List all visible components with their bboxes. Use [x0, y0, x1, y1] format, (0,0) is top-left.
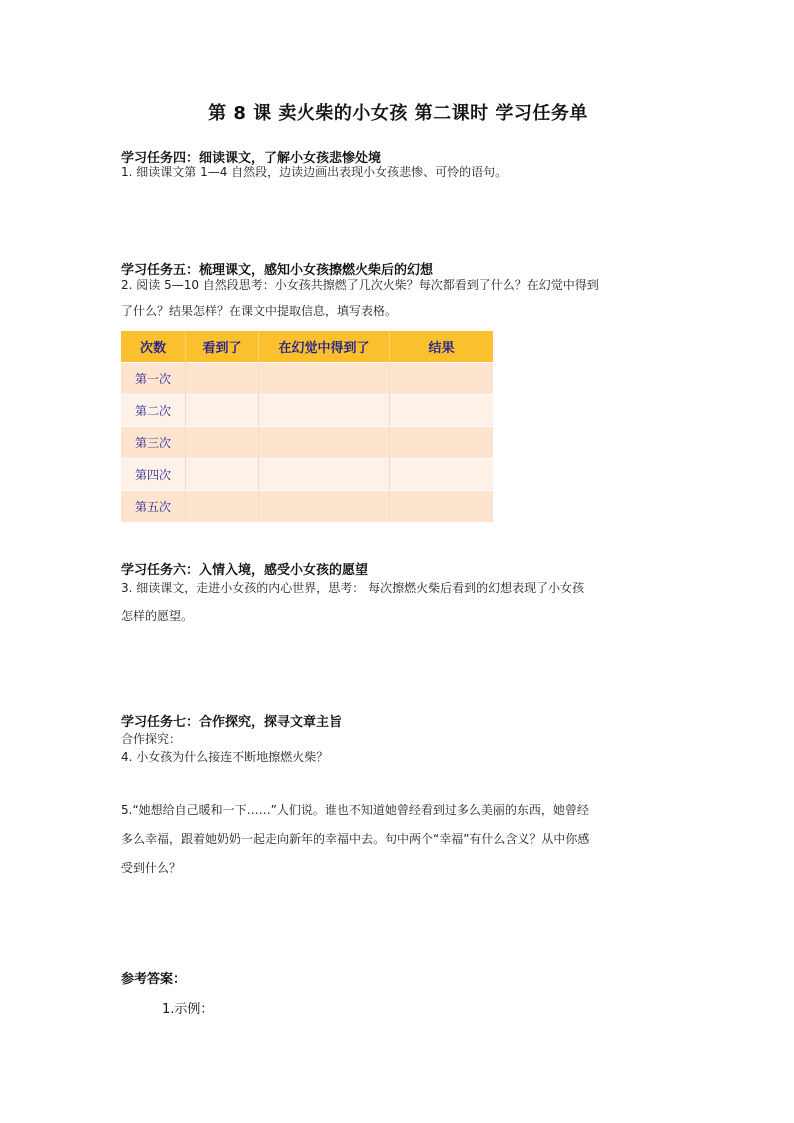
table-cell[interactable]: [390, 427, 494, 459]
table-cell[interactable]: [390, 363, 494, 395]
cooperative-inquiry-label: 合作探究：: [121, 732, 182, 746]
table-cell[interactable]: [259, 459, 390, 491]
table-header-saw: 看到了: [186, 331, 259, 363]
table-cell[interactable]: [186, 427, 259, 459]
table-cell[interactable]: [390, 459, 494, 491]
row-label: 第一次: [121, 363, 186, 395]
table-header-row: [121, 331, 493, 363]
row-label: 第四次: [121, 459, 186, 491]
reference-answers-heading: 参考答案：: [121, 972, 187, 987]
question-5-line-3: 受到什么？: [121, 861, 182, 875]
row-label: 第三次: [121, 427, 186, 459]
table-header-obtained: 在幻觉中得到了: [259, 331, 390, 363]
table-row: [121, 427, 493, 459]
task4-heading: 学习任务四：细读课文，了解小女孩悲惨处境: [121, 151, 382, 166]
question-5-line-1: 5.“她想给自己暖和一下……”人们说。谁也不知道她曾经看到过多么美丽的东西，她曾经: [121, 803, 589, 817]
table-row: [121, 491, 493, 523]
task7-heading: 学习任务七：合作探究，探寻文章主旨: [121, 715, 343, 730]
question-4: 4. 小女孩为什么接连不断地擦燃火柴？: [121, 750, 329, 764]
row-label: 第二次: [121, 395, 186, 427]
table-cell[interactable]: [259, 363, 390, 395]
question-3-line-2: 怎样的愿望。: [121, 609, 194, 623]
table-header-count: 次数: [121, 331, 186, 363]
table-cell[interactable]: [390, 395, 494, 427]
question-2-line-1: 2. 阅读 5—10 自然段思考：小女孩共擦燃了几次火柴？每次都看到了什么？在幻觉中得到: [121, 278, 599, 292]
table-row: [121, 395, 493, 427]
task6-heading: 学习任务六：入情入境，感受小女孩的愿望: [121, 563, 369, 578]
table-cell[interactable]: [259, 395, 390, 427]
table-cell[interactable]: [186, 459, 259, 491]
answer-item-1: 1.示例：: [162, 1002, 214, 1017]
question-5-line-2: 多么幸福，跟着她奶奶一起走向新年的幸福中去。句中两个“幸福”有什么含义？从中你感: [121, 832, 590, 846]
table-row: [121, 363, 493, 395]
question-2-line-2: 了什么？结果怎样？在课文中提取信息，填写表格。: [121, 304, 398, 318]
task5-heading: 学习任务五：梳理课文，感知小女孩擦燃火柴后的幻想: [121, 263, 434, 278]
table-cell[interactable]: [390, 491, 494, 523]
table-cell[interactable]: [259, 491, 390, 523]
question-1: 1. 细读课文第 1—4 自然段，边读边画出表现小女孩悲惨、可怜的语句。: [121, 165, 508, 179]
fill-in-table: [121, 331, 493, 522]
table-row: [121, 459, 493, 491]
question-3-line-1: 3. 细读课文，走进小女孩的内心世界，思考： 每次擦燃火柴后看到的幻想表现了小女孩: [121, 581, 585, 595]
table-cell[interactable]: [259, 427, 390, 459]
table-header-result: 结果: [390, 331, 494, 363]
table-cell[interactable]: [186, 491, 259, 523]
page-title: 第 8 课 卖火柴的小女孩 第二课时 学习任务单: [208, 103, 588, 124]
table-cell[interactable]: [186, 395, 259, 427]
table-cell[interactable]: [186, 363, 259, 395]
row-label: 第五次: [121, 491, 186, 523]
